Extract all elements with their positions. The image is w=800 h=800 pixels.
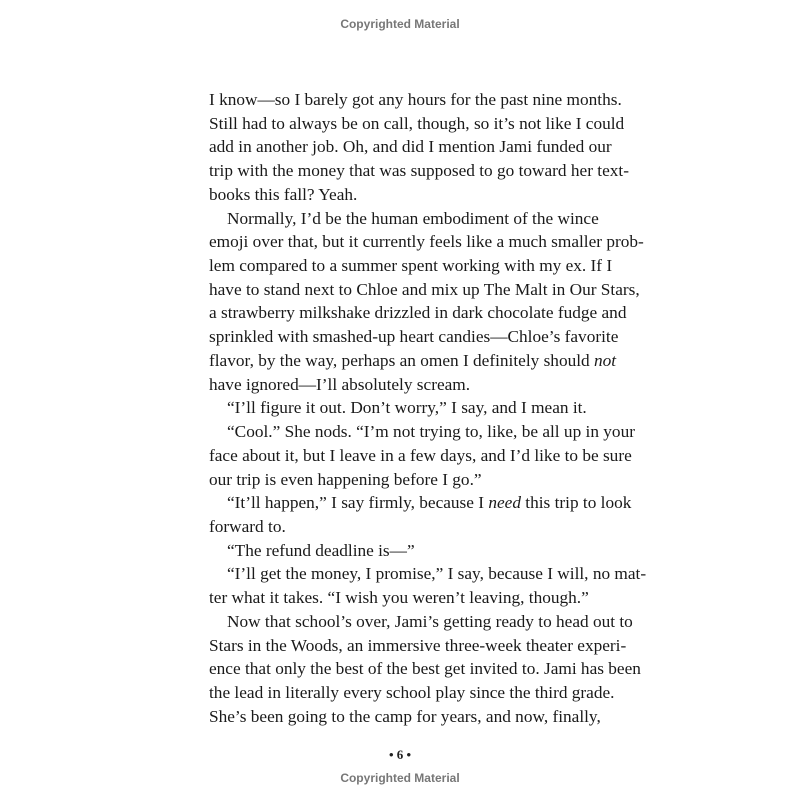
copyright-header: Copyrighted Material xyxy=(340,17,460,31)
text-segment: forward to. xyxy=(209,516,286,536)
text-line xyxy=(209,349,617,373)
text-line xyxy=(209,420,635,444)
text-line xyxy=(209,681,615,705)
text-line xyxy=(209,325,619,349)
text-line xyxy=(209,135,612,159)
text-segment: sprinkled with smashed-up heart candies—Chloe’s favorite xyxy=(209,327,619,347)
text-line xyxy=(209,159,629,183)
text-segment: face about it, but I leave in a few days, and I’d like to be sure xyxy=(209,445,632,465)
text-line xyxy=(209,657,641,681)
text-line xyxy=(209,183,592,207)
text-line xyxy=(209,278,640,302)
text-segment: add in another job. Oh, and did I mention Jami funded our xyxy=(209,137,612,157)
text-line xyxy=(209,207,599,231)
text-segment: She’s been going to the camp for years, and now, finally, xyxy=(209,706,601,726)
italic-text: not xyxy=(594,350,617,370)
text-line xyxy=(209,539,592,563)
text-segment: “Cool.” She nods. “I’m not trying to, like, be all up in your xyxy=(227,422,635,442)
text-segment: Normally, I’d be the human embodiment of the wince xyxy=(227,208,599,228)
text-segment: lem compared to a summer spent working with my ex. If I xyxy=(209,256,613,276)
text-line xyxy=(209,705,601,729)
body-text xyxy=(209,88,647,728)
text-line xyxy=(209,610,633,634)
text-segment: “It’ll happen,” I say firmly, because I xyxy=(227,493,489,513)
text-line xyxy=(209,515,592,539)
text-segment: flavor, by the way, perhaps an omen I definitely should xyxy=(209,350,594,370)
text-segment: have ignored—I’ll absolutely scream. xyxy=(209,374,471,394)
text-segment: “I’ll figure it out. Don’t worry,” I say, and I mean it. xyxy=(227,398,587,418)
page-number: • 6 • xyxy=(388,747,412,762)
text-line xyxy=(209,491,632,515)
text-line xyxy=(209,634,627,658)
text-segment: I know—so I barely got any hours for the past nine months. xyxy=(209,90,622,109)
text-line xyxy=(209,468,592,492)
text-segment: “I’ll get the money, I promise,” I say, because I will, no mat- xyxy=(227,564,647,584)
text-segment: Still had to always be on call, though, so it’s not like I could xyxy=(209,113,625,133)
text-segment: ter what it takes. “I wish you weren’t leaving, though.” xyxy=(209,588,589,608)
text-line xyxy=(209,444,632,468)
text-segment: the lead in literally every school play since the third grade. xyxy=(209,682,615,702)
text-segment: trip with the money that was supposed to go toward her text- xyxy=(209,161,629,181)
text-segment: “The refund deadline is—” xyxy=(227,540,415,560)
text-line xyxy=(209,396,592,420)
text-segment: this trip to look xyxy=(520,493,632,513)
text-line xyxy=(209,301,627,325)
text-segment: ence that only the best of the best get invited to. Jami has been xyxy=(209,659,641,679)
text-line xyxy=(209,230,644,254)
text-line xyxy=(209,586,592,610)
text-segment: have to stand next to Chloe and mix up The Malt in Our Stars, xyxy=(209,279,640,299)
text-line xyxy=(209,88,622,112)
text-segment: Now that school’s over, Jami’s getting ready to head out to xyxy=(227,611,633,631)
text-line xyxy=(209,254,613,278)
text-segment: a strawberry milkshake drizzled in dark chocolate fudge and xyxy=(209,303,627,323)
italic-text: need xyxy=(488,493,521,513)
text-segment: our trip is even happening before I go.” xyxy=(209,469,482,489)
text-line xyxy=(209,112,625,136)
text-line xyxy=(209,562,647,586)
text-segment: emoji over that, but it currently feels like a much smaller prob- xyxy=(209,232,644,252)
text-segment: books this fall? Yeah. xyxy=(209,184,358,204)
copyright-footer: Copyrighted Material xyxy=(340,771,460,785)
text-line xyxy=(209,373,592,397)
text-segment: Stars in the Woods, an immersive three-week theater experi- xyxy=(209,635,627,655)
